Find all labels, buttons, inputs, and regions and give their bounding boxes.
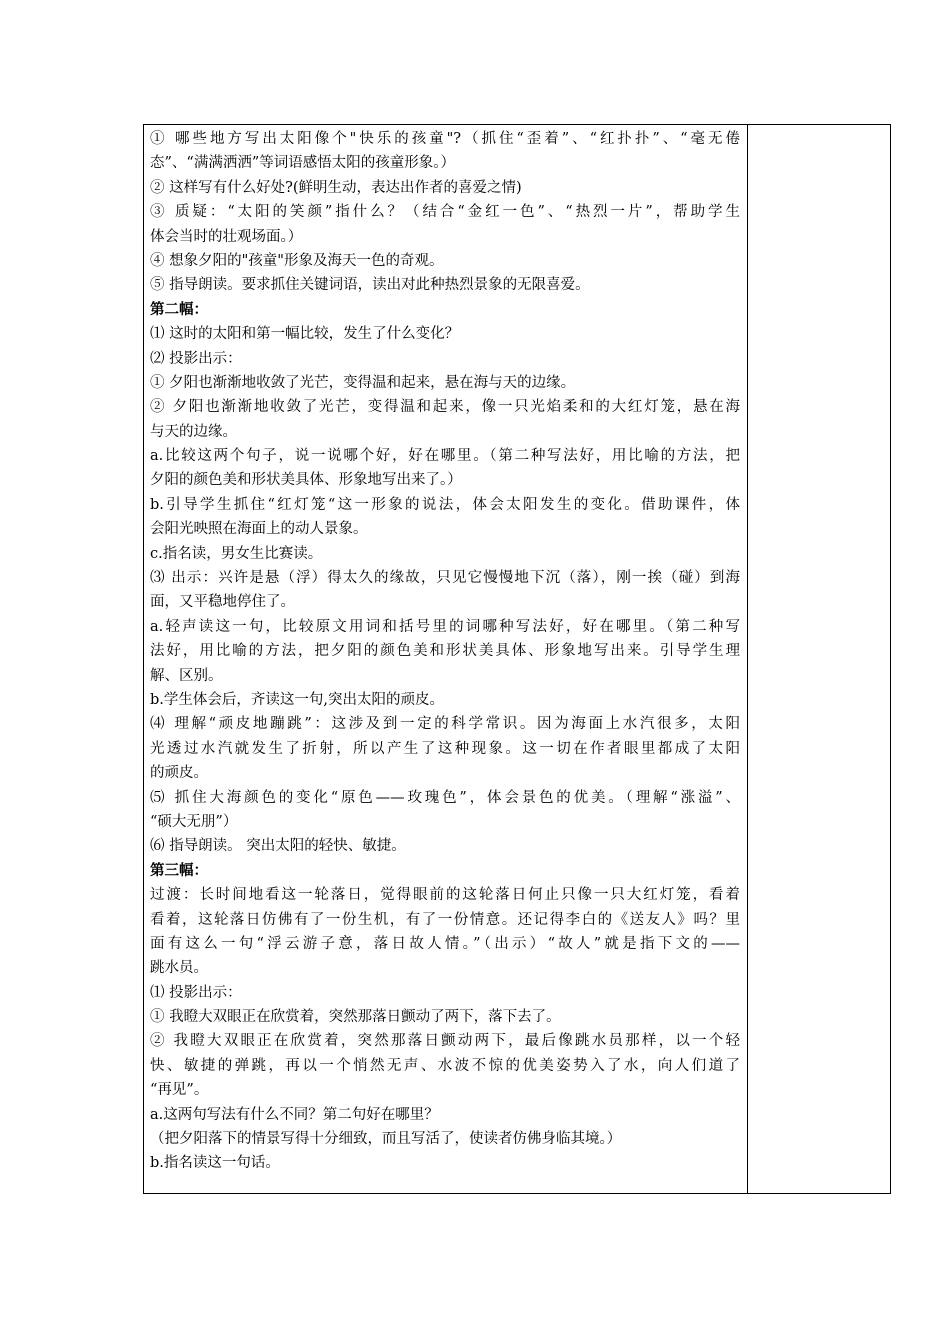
text-line: ⑵ 投影出示： xyxy=(150,350,242,367)
text-line: ② 夕阳也渐渐地收敛了光芒，变得温和起来，像一只光焰柔和的大红灯笼，悬在海 xyxy=(150,399,740,416)
text-line: b.学生体会后，齐读这一句,突出太阳的顽皮。 xyxy=(150,691,444,708)
text-line: ① 我瞪大双眼正在欣赏着，突然那落日颤动了两下，落下去了。 xyxy=(150,1009,561,1026)
text-line: ⑴ 这时的太阳和第一幅比较，发生了什么变化？ xyxy=(150,326,460,343)
notes-cell xyxy=(748,125,890,1193)
text-line: 面，又平稳地停住了。 xyxy=(150,594,295,611)
text-line: 过渡：长时间地看这一轮落日，觉得眼前的这轮落日何止只像一只大红灯笼，看着 xyxy=(150,887,740,904)
text-line: a.比较这两个句子，说一说哪个好，好在哪里。（第二种写法好，用比喻的方法，把 xyxy=(150,448,740,465)
text-line: 夕阳的颜色美和形状美具体、形象地写出来了。） xyxy=(150,472,462,489)
text-line: ② 我瞪大双眼正在欣赏着，突然那落日颤动两下，最后像跳水员那样，以一个轻 xyxy=(150,1033,740,1050)
text-line: 态”、“满满洒洒”等词语感悟太阳的孩童形象。） xyxy=(150,155,455,172)
section-heading: 第三幅： xyxy=(150,861,208,879)
text-line: ③ 质疑：“太阳的笑颜”指什么？（结合“金红一色”、“热烈一片”，帮助学生 xyxy=(150,204,740,221)
text-line: ⑹ 指导朗读。 突出太阳的轻快、敏捷。 xyxy=(150,838,406,855)
text-line: ⑸ 抓住大海颜色的变化“原色——玫瑰色”，体会景色的优美。（理解“涨溢”、 xyxy=(150,789,740,806)
text-line: 跳水员。 xyxy=(150,960,208,977)
lesson-content-cell xyxy=(150,127,740,1176)
text-line: ⑶ 出示：兴许是悬（浮）得太久的缘故，只见它慢慢地下沉（落），刚一挨（碰）到海 xyxy=(150,570,740,587)
text-line: 面有这么一句“浮云游子意，落日故人情。”（出示）“故人”就是指下文的—— xyxy=(150,935,740,952)
text-line: c.指名读，男女生比赛读。 xyxy=(150,545,323,562)
text-line: ⑷ 理解“顽皮地蹦跳”：这涉及到一定的科学常识。因为海面上水汽很多，太阳 xyxy=(150,716,740,733)
text-line: ① 哪些地方写出太阳像个"快乐的孩童"?（抓住“歪着”、“红扑扑”、“毫无倦 xyxy=(150,131,740,147)
text-line: 会阳光映照在海面上的动人景象。 xyxy=(150,521,368,538)
text-line: b.引导学生抓住“红灯笼“这一形象的说法，体会太阳发生的变化。借助课件，体 xyxy=(150,496,740,513)
text-line: 体会当时的壮观场面。） xyxy=(150,228,303,245)
text-line: 光透过水汽就发生了折射，所以产生了这种现象。这一切在作者眼里都成了太阳 xyxy=(150,740,740,757)
text-line: 解、区别。 xyxy=(150,667,223,684)
text-line: ⑴ 投影出示： xyxy=(150,984,242,1001)
text-line: 的顽皮。 xyxy=(150,765,208,782)
text-line: ⑤ 指导朗读。要求抓住关键词语，读出对此种热烈景象的无限喜爱。 xyxy=(150,277,590,294)
text-line: ④ 想象夕阳的"孩童"形象及海天一色的奇观。 xyxy=(150,252,444,269)
text-line: 看着，这轮落日仿佛有了一份生机，有了一份情意。还记得李白的《送友人》吗？里 xyxy=(150,911,740,928)
text-line: b.指名读这一句话。 xyxy=(150,1155,280,1172)
text-line: ① 夕阳也渐渐地收敛了光芒，变得温和起来，悬在海与天的边缘。 xyxy=(150,374,576,391)
section-heading: 第二幅： xyxy=(150,300,208,318)
text-line: “再见”。 xyxy=(150,1082,209,1099)
text-line: 法好，用比喻的方法，把夕阳的颜色美和形状美具体、形象地写出来。引导学生理 xyxy=(150,643,740,660)
lesson-table xyxy=(143,124,891,1194)
text-line: ② 这样写有什么好处?(鲜明生动，表达出作者的喜爱之情) xyxy=(150,179,522,196)
text-line: （把夕阳落下的情景写得十分细致，而且写活了，使读者仿佛身临其境。） xyxy=(150,1131,622,1148)
text-line: 与天的边缘。 xyxy=(150,423,237,440)
text-line: 快、敏捷的弹跳，再以一个悄然无声、水波不惊的优美姿势入了水，向人们道了 xyxy=(150,1057,740,1074)
text-line: a.轻声读这一句，比较原文用词和括号里的词哪种写法好，好在哪里。（第二种写 xyxy=(150,618,740,635)
text-line: a.这两句写法有什么不同？第二句好在哪里？ xyxy=(150,1106,439,1123)
text-line: “硕大无朋”） xyxy=(150,813,238,830)
